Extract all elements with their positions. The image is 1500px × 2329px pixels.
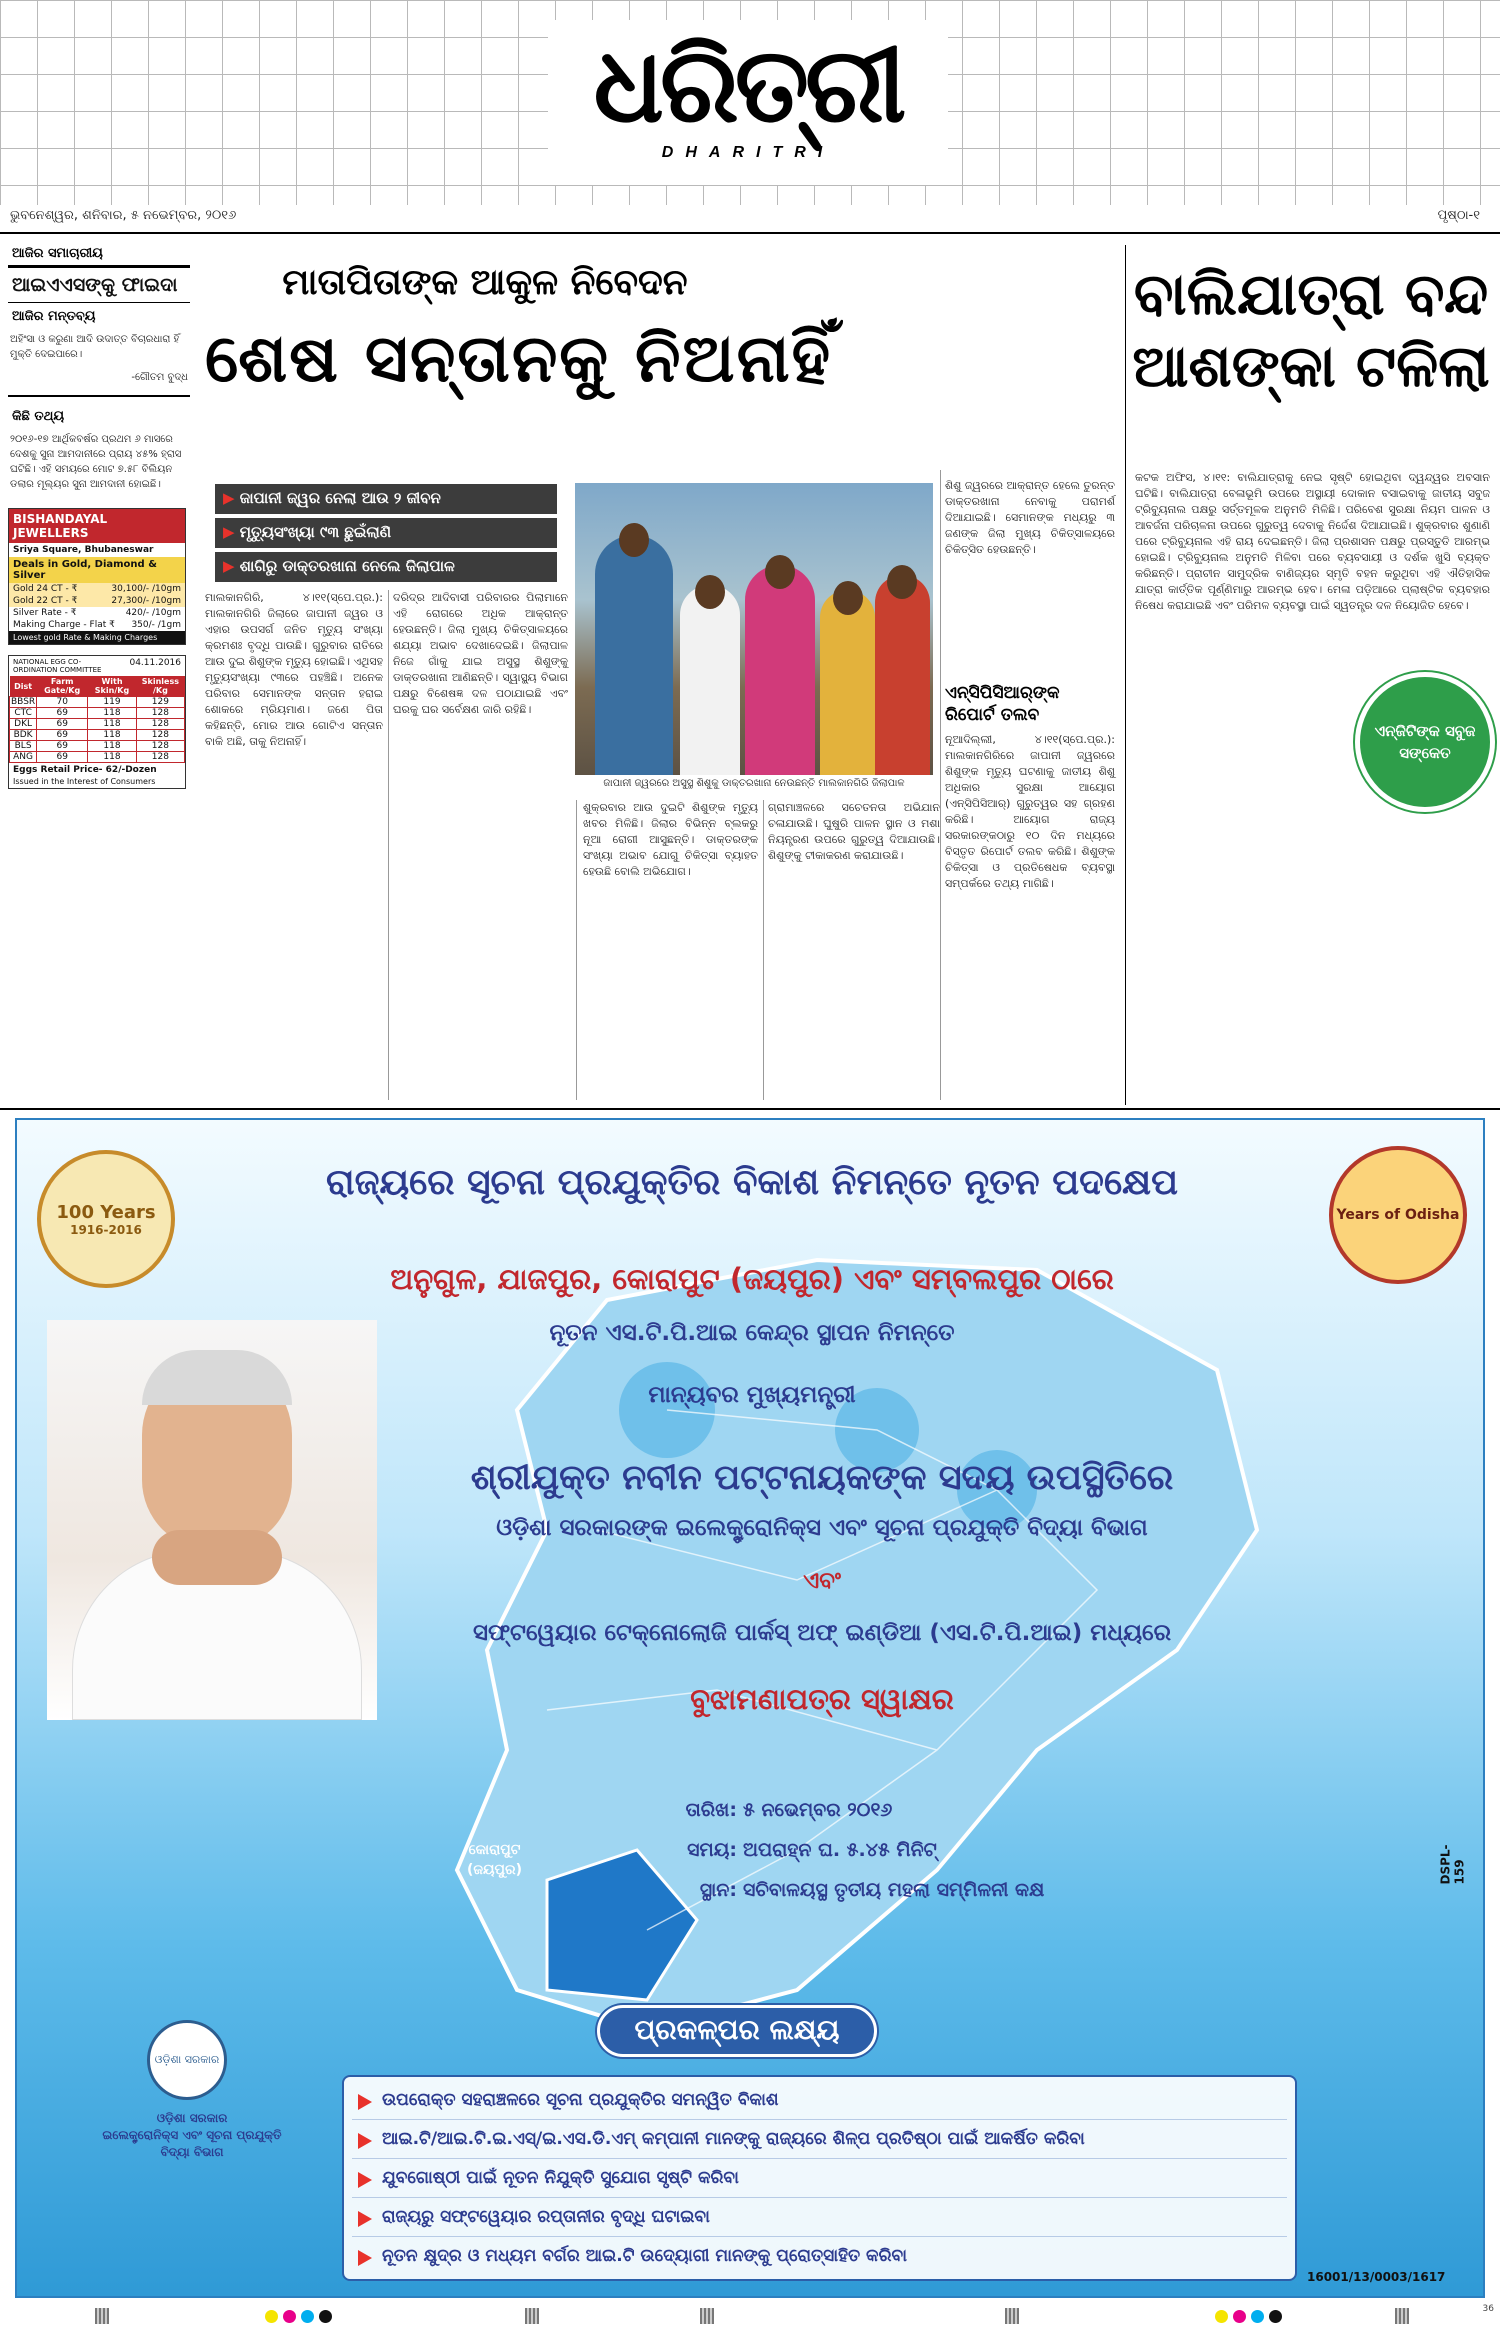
egg-table-row bbox=[10, 697, 185, 708]
objective-item: ଆଇ.ଟି/ଆଇ.ଟି.ଇ.ଏସ୍/ଇ.ଏସ.ଡି.ଏମ୍ କମ୍ପାନୀ ମାନଙ୍କୁ ରାଜ୍ୟରେ ଶିଳ୍ପ ପ୍ରତିଷ୍ଠା ପାଇଁ ଆକର୍ଷିତ କରିବା bbox=[352, 2120, 1287, 2159]
story-column: ଦରିଦ୍ର ଆଦିବାସୀ ପରିବାରର ପିଲାମାନେ ଏହି ରୋଗରେ ଅଧିକ ଆକ୍ରାନ୍ତ ହେଉଛନ୍ତି। ଜିଲା ମୁଖ୍ୟ ଚିକିତ୍ସାଳୟରେ ଶଯ୍ୟା ଅଭାବ ଦେଖାଦେଇଛି। ଜିଲାପାଳ ନିଜେ ଗାଁକୁ ଯାଇ ଅସୁସ୍ଥ ଶିଶୁଙ୍କୁ ଡାକ୍ତରଖାନା ଆଣିଛନ୍ତି। ସ୍ୱାସ୍ଥ୍ୟ ବିଭାଗ ପକ୍ଷରୁ ବିଶେଷଜ୍ଞ ଦଳ ପଠାଯାଇଛି ଏବଂ ଘରକୁ ଘର ସର୍ବେକ୍ଷଣ ଜାରି ରହିଛି। bbox=[393, 591, 568, 716]
egg-table-cell: 118 bbox=[88, 741, 137, 752]
event-details bbox=[617, 1790, 1177, 1910]
ad-code: 16001/13/0003/1617 bbox=[1307, 2270, 1446, 2284]
objectives-list bbox=[342, 2075, 1297, 2281]
highlight-bullet: ▶ ଜାପାନୀ ଜ୍ୱର ନେଲା ଆଉ ୨ ଜୀବନ bbox=[215, 484, 557, 514]
registration-bar bbox=[525, 2308, 539, 2324]
egg-table-cell: 128 bbox=[136, 730, 184, 741]
egg-table bbox=[9, 676, 185, 763]
egg-table-cell: BLS bbox=[10, 741, 37, 752]
egg-table-row bbox=[10, 741, 185, 752]
masthead-divider bbox=[0, 232, 1500, 234]
jeweller-address: Sriya Square, Bhubaneswar bbox=[13, 545, 154, 555]
facts-text: ୨୦୧୬-୧୭ ଆର୍ଥିକବର୍ଷର ପ୍ରଥମ ୬ ମାସରେ ଦେଶକୁ ସୁନା ଆମଦାନୀରେ ପ୍ରାୟ ୪୫% ହ୍ରାସ ଘଟିଛି। ଏହି ସମୟରେ ମୋଟ ୭.୫୮ ବିଲିୟନ ଡଲାର ମୂଲ୍ୟର ସୁନା ଆମଦାନୀ ହୋଇଛି। bbox=[10, 434, 182, 490]
egg-note: Issued in the Interest of Consumers bbox=[13, 777, 156, 786]
dateline: ଭୁବନେଶ୍ୱର, ଶନିବାର, ୫ ନଭେମ୍ବର, ୨୦୧୬ bbox=[10, 208, 237, 223]
story-column: ନୂଆଦିଲ୍ଲୀ, ୪।୧୧(ସ୍ପେ.ପ୍ର.): ମାଲକାନଗିରିରେ ଜାପାନୀ ଜ୍ୱରରେ ଶିଶୁଙ୍କ ମୃତ୍ୟୁ ଘଟଣାକୁ ଜାତୀୟ ଶିଶୁ ଅଧିକାର ସୁରକ୍ଷା ଆୟୋଗ (ଏନ୍‌ସିପିସିଆର୍) ଗୁରୁତ୍ୱର ସହ ଗ୍ରହଣ କରିଛି। ଆୟୋଗ ରାଜ୍ୟ ସରକାରଙ୍କଠାରୁ ୧୦ ଦିନ ମଧ୍ୟରେ ବିସ୍ତୃତ ରିପୋର୍ଟ ତଲବ କରିଛି। ଶିଶୁଙ୍କ ଚିକିତ୍ସା ଓ ପ୍ରତିଷେଧକ ବ୍ୟବସ୍ଥା ସମ୍ପର୍କରେ ତଥ୍ୟ ମାଗିଛି। bbox=[945, 733, 1115, 890]
rate-row bbox=[9, 607, 185, 619]
egg-table-cell: 69 bbox=[37, 708, 88, 719]
egg-table-cell: 69 bbox=[37, 719, 88, 730]
egg-table-cell: 69 bbox=[37, 741, 88, 752]
left-sidebar bbox=[8, 240, 190, 1105]
egg-date: 04.11.2016 bbox=[129, 658, 181, 668]
date-label: ତାରିଖ: bbox=[685, 1799, 737, 1821]
egg-table-cell: 118 bbox=[88, 752, 137, 763]
newspaper-logo bbox=[548, 20, 948, 185]
column-rule bbox=[388, 590, 389, 1100]
story-column: କଟକ ଅଫିସ, ୪।୧୧: ବାଲିଯାତ୍ରାକୁ ନେଇ ସୃଷ୍ଟି ହୋଇଥିବା ଦ୍ୱନ୍ଦ୍ୱର ଅବସାନ ଘଟିଛି। ବାଲିଯାତ୍ରା ବେଳାଭୂମି ଉପରେ ଅସ୍ଥାୟୀ ଦୋକାନ ବସାଇବାକୁ ଜାତୀୟ ସବୁଜ ଟ୍ରିବ୍ୟୁନାଲ ପକ୍ଷରୁ ସର୍ତ୍ତମୂଳକ ଅନୁମତି ମିଳିଛି। ପରିବେଶ ସୁରକ୍ଷା ନିୟମ ପାଳନ ଓ ଆବର୍ଜନା ପରିଚାଳନା ଉପରେ ଗୁରୁତ୍ୱ ଦେବାକୁ ନିର୍ଦ୍ଦେଶ ଦିଆଯାଇଛି। ଶୁକ୍ରବାର ଶୁଣାଣି ପରେ ଟ୍ରିବ୍ୟୁନାଲ ଏହି ରାୟ ଦେଇଛନ୍ତି। ଜିଲା ପ୍ରଶାସନ ପକ୍ଷରୁ ପ୍ରସ୍ତୁତି ଆରମ୍ଭ ହୋଇଛି। ଟ୍ରିବ୍ୟୁନାଲ ଅନୁମତି ମିଳିବା ପରେ ବ୍ୟବସାୟୀ ଓ ଦର୍ଶକ ଖୁସି ବ୍ୟକ୍ତ କରିଛନ୍ତି। ପ୍ରାଚୀନ ସାମୁଦ୍ରିକ ବାଣିଜ୍ୟର ସ୍ମୃତି ବହନ କରୁଥିବା ଏହି ଐତିହାସିକ ଯାତ୍ରା କାର୍ତ୍ତିକ ପୂର୍ଣ୍ଣିମାରୁ ଆରମ୍ଭ ହେବ। ମେଳା ପଡ଼ିଆରେ ପ୍ଲାଷ୍ଟିକ ବ୍ୟବହାର ନିଷେଧ କରାଯାଇଛି ଏବଂ ପରିମଳ ବ୍ୟବସ୍ଥା ପାଇଁ ସ୍ୱତନ୍ତ୍ର ଦଳ ନିୟୋଜିତ ହେବେ। bbox=[1135, 471, 1490, 612]
egg-org: NATIONAL EGG CO-ORDINATION COMMITTEE bbox=[13, 658, 102, 674]
story-column: ମାଲକାନଗିରି, ୪।୧୧(ସ୍ପେ.ପ୍ର.): ମାଲକାନଗିରି ଜିଲାରେ ଜାପାନୀ ଜ୍ୱର ଓ ଏହାର ଉପସର୍ଗ ଜନିତ ମୃତ୍ୟୁ ସଂଖ୍ୟା କ୍ରମଶଃ ବୃଦ୍ଧି ପାଉଛି। ଗୁରୁବାର ରାତିରେ ଆଉ ଦୁଇ ଶିଶୁଙ୍କ ମୃତ୍ୟୁ ହୋଇଛି। ଏଥିସହ ମୃତ୍ୟୁସଂଖ୍ୟା ୯୩ରେ ପହଞ୍ଚିଛି। ଅନେକ ପରିବାର ସେମାନଙ୍କ ସନ୍ତାନ ହରାଇ ଶୋକରେ ମ୍ରିୟମାଣ। ଜଣେ ପିତା କହିଛନ୍ତି, ମୋର ଆଉ ଗୋଟିଏ ସନ୍ତାନ ବାକି ଅଛି, ତାକୁ ନିଅନାହିଁ। bbox=[205, 591, 383, 748]
egg-retail: Eggs Retail Price- 62/-Dozen bbox=[13, 765, 157, 775]
jeweller-footer: Lowest gold Rate & Making Charges bbox=[9, 631, 185, 644]
subheadline: ଏନ୍‌ସିପିସିଆର୍‌ଙ୍କ ରିପୋର୍ଟ ତଲବ bbox=[945, 683, 1060, 725]
date-value: ୫ ନଭେମ୍ବର ୨୦୧୬ bbox=[743, 1799, 893, 1821]
rate-label: Making Charge - Flat ₹ bbox=[13, 620, 115, 630]
egg-table-cell: 119 bbox=[88, 697, 137, 708]
rate-label: Silver Rate - ₹ bbox=[13, 608, 77, 618]
quote-author: -ଗୌତମ ବୁଦ୍ଧ bbox=[131, 372, 188, 383]
photo-person bbox=[875, 575, 930, 775]
emblem-text: Years of Odisha bbox=[1336, 1207, 1460, 1223]
photo-hands bbox=[152, 1530, 282, 1585]
egg-table-cell: 118 bbox=[88, 730, 137, 741]
egg-table-cell: 128 bbox=[136, 719, 184, 730]
egg-table-cell: CTC bbox=[10, 708, 37, 719]
egg-column-header: Farm Gate/Kg bbox=[37, 676, 88, 697]
egg-table-cell: BBSR bbox=[11, 697, 36, 707]
column-rule bbox=[576, 800, 577, 1100]
egg-price-box bbox=[8, 655, 186, 789]
rate-label: Gold 22 CT - ₹ bbox=[13, 596, 78, 606]
egg-table-cell: 70 bbox=[37, 697, 88, 708]
registration-dot bbox=[265, 2310, 278, 2323]
egg-table-body bbox=[10, 697, 185, 763]
event-time bbox=[617, 1830, 1177, 1870]
jeweller-name: BISHANDAYAL JEWELLERS bbox=[9, 509, 185, 543]
rate-row bbox=[9, 619, 185, 631]
registration-dot bbox=[1215, 2310, 1228, 2323]
event-date bbox=[617, 1790, 1177, 1830]
egg-table-cell: DKL bbox=[10, 719, 37, 730]
right-headline: ବାଲିଯାତ୍ରା ବନ୍ଦ ଆଶଙ୍କା ଟଳିଲା bbox=[1132, 260, 1490, 400]
column-rule bbox=[763, 800, 764, 1100]
logo-text: ଧରିତ୍ରୀ bbox=[593, 23, 903, 146]
department-name: ଇଲେକ୍ଟ୍ରୋନିକ୍ସ ଏବଂ ସୂଚନା ପ୍ରଯୁକ୍ତି ବିଦ୍ୟା ବିଭାଗ bbox=[102, 2128, 282, 2159]
egg-table-row bbox=[10, 719, 185, 730]
ad-line: ମାନ୍ୟବର ମୁଖ୍ୟମନ୍ତ୍ରୀ bbox=[648, 1382, 856, 1408]
story-column: ଗ୍ରାମାଞ୍ଚଳରେ ସଚେତନତା ଅଭିଯାନ ଚଳାଯାଉଛି। ଘୁଷୁରି ପାଳନ ସ୍ଥାନ ଓ ମଶା ନିୟନ୍ତ୍ରଣ ଉପରେ ଗୁରୁତ୍ୱ ଦିଆଯାଉଛି। ଶିଶୁଙ୍କୁ ଟୀକାକରଣ କରାଯାଉଛି। bbox=[768, 801, 940, 862]
egg-table-cell: 69 bbox=[37, 752, 88, 763]
egg-table-header bbox=[10, 676, 185, 697]
logo-latin: DHARITRI bbox=[661, 144, 835, 161]
jeweller-deals: Deals in Gold, Diamond & Silver bbox=[9, 557, 185, 583]
ad-title: ରାଜ୍ୟରେ ସୂଚନା ପ୍ରଯୁକ୍ତିର ବିକାଶ ନିମନ୍ତେ ନୂତନ ପଦକ୍ଷେପ bbox=[325, 1162, 1178, 1203]
time-label: ସମୟ: bbox=[687, 1839, 737, 1861]
photo-head bbox=[695, 575, 725, 609]
rate-row bbox=[9, 583, 185, 595]
main-kicker: ମାତାପିତାଙ୍କ ଆକୁଳ ନିବେଦନ bbox=[282, 262, 688, 303]
registration-dot bbox=[301, 2310, 314, 2323]
news-photo bbox=[575, 483, 933, 775]
print-registration-marks bbox=[0, 2300, 1500, 2329]
government-advertisement bbox=[15, 1118, 1485, 2298]
highlight-bullet: ▶ ମୃତ୍ୟୁସଂଖ୍ୟା ୯୩ ଛୁଇଁଲାଣି bbox=[215, 518, 557, 548]
section-divider bbox=[0, 1108, 1500, 1110]
egg-table-cell: ANG bbox=[10, 752, 37, 763]
photo-head bbox=[765, 555, 795, 589]
egg-table-cell: 118 bbox=[88, 719, 137, 730]
column-rule bbox=[1125, 245, 1126, 1105]
registration-bar bbox=[700, 2308, 714, 2324]
rate-row bbox=[9, 595, 185, 607]
koraput-label: କୋରାପୁଟ (ଜୟପୁର) bbox=[466, 1842, 523, 1878]
photo-person bbox=[595, 535, 673, 775]
egg-table-cell: 69 bbox=[37, 730, 88, 741]
registration-dot bbox=[1233, 2310, 1246, 2323]
objective-item: ଉପରୋକ୍ତ ସହରାଞ୍ଚଳରେ ସୂଚନା ପ୍ରଯୁକ୍ତିର ସମନ୍ୱିତ ବିକାଶ bbox=[352, 2081, 1287, 2120]
objective-item: ନୂତନ କ୍ଷୁଦ୍ର ଓ ମଧ୍ୟମ ବର୍ଗର ଆଇ.ଟି ଉଦ୍ୟୋଗୀ ମାନଙ୍କୁ ପ୍ରୋତ୍ସାହିତ କରିବା bbox=[352, 2237, 1287, 2275]
footer-page-number: 36 bbox=[1482, 2304, 1494, 2314]
rate-value: 27,300/- /10gm bbox=[111, 596, 181, 606]
govt-department-label bbox=[92, 2110, 292, 2161]
registration-bar bbox=[95, 2308, 109, 2324]
quote-text: ଅହିଂସା ଓ କରୁଣା ଆଦି ଉଦାତ୍ତ ବିଚାରଧାରା ହିଁ ମୁକ୍ତି ଦେଇପାରେ। bbox=[10, 334, 180, 360]
rate-value: 30,100/- /10gm bbox=[111, 584, 181, 594]
ad-line: ସଫ୍ଟୱେୟାର ଟେକ୍ନୋଲୋଜି ପାର୍କସ୍ ଅଫ୍ ଇଣ୍ଡିଆ (ଏସ.ଟି.ପି.ଆଇ) ମଧ୍ୟରେ bbox=[472, 1620, 1172, 1646]
registration-bar bbox=[1005, 2308, 1019, 2324]
egg-column-header: Dist bbox=[10, 676, 37, 697]
registration-dot bbox=[1269, 2310, 1282, 2323]
egg-table-cell: 128 bbox=[136, 708, 184, 719]
odisha-govt-emblem bbox=[147, 2020, 227, 2100]
ad-mou: ବୁଝାମଣାପତ୍ର ସ୍ୱାକ୍ଷର bbox=[690, 1682, 954, 1716]
place-value: ସଚିବାଳୟସ୍ଥ ତୃତୀୟ ମହଲା ସମ୍ମିଳନୀ କକ୍ଷ bbox=[743, 1879, 1045, 1901]
photo-person bbox=[820, 590, 875, 775]
main-headline: ଶେଷ ସନ୍ତାନକୁ ନିଅନାହିଁ bbox=[205, 320, 833, 397]
photo-hair bbox=[142, 1350, 292, 1405]
samachariya-headline: ଆଇଏଏସଙ୍କୁ ଫାଇଦା bbox=[8, 265, 190, 303]
rate-label: Gold 24 CT - ₹ bbox=[13, 584, 78, 594]
egg-column-header: Skinless /Kg bbox=[136, 676, 184, 697]
comment-kicker: ଆଜିର ମନ୍ତବ୍ୟ bbox=[12, 309, 96, 324]
egg-table-cell: 129 bbox=[136, 697, 184, 708]
page-number-label: ପୃଷ୍ଠା-୧ bbox=[1437, 208, 1480, 223]
rate-value: 420/- /10gm bbox=[125, 608, 181, 618]
photo-person bbox=[745, 565, 815, 775]
egg-header bbox=[9, 656, 185, 676]
ad-locations: ଅନୁଗୁଳ, ଯାଜପୁର, କୋରାପୁଟ (ଜୟପୁର) ଏବଂ ସମ୍ବଲପୁର ଠାରେ bbox=[390, 1262, 1114, 1296]
registration-bar bbox=[1395, 2308, 1409, 2324]
objective-item: ରାଜ୍ୟରୁ ସଫ୍ଟୱେୟାର ରପ୍ତାନୀର ବୃଦ୍ଧି ଘଟାଇବା bbox=[352, 2198, 1287, 2237]
ad-line: ଓଡ଼ିଶା ସରକାରଙ୍କ ଇଲେକ୍ଟ୍ରୋନିକ୍ସ ଏବଂ ସୂଚନା ପ୍ରଯୁକ୍ତି ବିଦ୍ୟା ବିଭାଗ bbox=[496, 1515, 1148, 1541]
photo-person bbox=[680, 585, 740, 775]
chief-minister-photo bbox=[47, 1320, 377, 1720]
place-label: ସ୍ଥାନ: bbox=[699, 1879, 737, 1901]
emblem-years: 1916-2016 bbox=[70, 1222, 142, 1237]
govt-name: ଓଡ଼ିଶା ସରକାର bbox=[156, 2111, 228, 2125]
objective-item: ଯୁବଗୋଷ୍ଠୀ ପାଇଁ ନୂତନ ନିଯୁକ୍ତି ସୁଯୋଗ ସୃଷ୍ଟି କରିବା bbox=[352, 2159, 1287, 2198]
samachariya-kicker: ଆଜିର ସମାଚାରୀୟ bbox=[12, 246, 103, 261]
emblem-text: ଓଡ଼ିଶା ସରକାର bbox=[154, 2053, 220, 2066]
photo-caption: ଜାପାନୀ ଜ୍ୱରରେ ଅସୁସ୍ଥ ଶିଶୁକୁ ଡାକ୍ତରଖାନା ନେଉଛନ୍ତି ମାଲକାନଗିରି ଜିଲାପାଳ bbox=[603, 778, 905, 789]
registration-dot bbox=[283, 2310, 296, 2323]
rate-value: 350/- /1gm bbox=[131, 620, 181, 630]
time-value: ଅପରାହ୍ନ ଘ. ୫.୪୫ ମିନିଟ୍ bbox=[743, 1839, 937, 1861]
highlight-bullet: ▶ ଶାଗିରୁ ଡାକ୍ତରଖାନା ନେଲେ ଜିଲାପାଳ bbox=[215, 552, 557, 582]
egg-column-header: With Skin/Kg bbox=[88, 676, 137, 697]
ngt-badge: ଏନ୍‌ଜିଟିଙ୍କ ସବୁଜ ସଙ୍କେତ bbox=[1355, 672, 1495, 812]
egg-table-cell: 128 bbox=[136, 752, 184, 763]
registration-dot bbox=[319, 2310, 332, 2323]
story-column: ଶୁକ୍ରବାର ଆଉ ଦୁଇଟି ଶିଶୁଙ୍କ ମୃତ୍ୟୁ ଖବର ମିଳିଛି। ଜିଲାର ବିଭିନ୍ନ ବ୍ଲକରୁ ନୂଆ ରୋଗୀ ଆସୁଛନ୍ତି। ଡାକ୍ତରଙ୍କ ସଂଖ୍ୟା ଅଭାବ ଯୋଗୁ ଚିକିତ୍ସା ବ୍ୟାହତ ହେଉଛି ବୋଲି ଅଭିଯୋଗ। bbox=[583, 801, 758, 878]
egg-table-row bbox=[10, 730, 185, 741]
egg-table-cell: BDK bbox=[10, 730, 37, 741]
emblem-text: 100 Years bbox=[56, 1201, 156, 1223]
column-rule bbox=[940, 470, 941, 1100]
photo-head bbox=[833, 581, 863, 615]
egg-table-row bbox=[10, 708, 185, 719]
ad-line: ନୂତନ ଏସ.ଟି.ପି.ଆଇ କେନ୍ଦ୍ର ସ୍ଥାପନ ନିମନ୍ତେ bbox=[549, 1320, 955, 1346]
ad-line: ଏବଂ bbox=[803, 1568, 841, 1594]
divider bbox=[8, 395, 190, 397]
facts-kicker: କିଛି ତଥ୍ୟ bbox=[12, 409, 65, 424]
objectives-title: ପ୍ରକଳ୍ପର ଲକ୍ଷ୍ୟ bbox=[597, 2005, 877, 2057]
photo-head bbox=[887, 565, 917, 599]
egg-table-row bbox=[10, 752, 185, 763]
jeweller-ad bbox=[8, 508, 186, 645]
masthead bbox=[0, 0, 1500, 205]
story-column: ଶିଶୁ ଜ୍ୱରରେ ଆକ୍ରାନ୍ତ ହେଲେ ତୁରନ୍ତ ଡାକ୍ତରଖାନା ନେବାକୁ ପରାମର୍ଶ ଦିଆଯାଇଛି। ସେମାନଙ୍କ ମଧ୍ୟରୁ ୩ ଜଣଙ୍କ ଜିଲା ମୁଖ୍ୟ ଚିକିତ୍ସାଳୟରେ ଚିକିତ୍ସିତ ହେଉଛନ୍ତି। bbox=[945, 479, 1115, 556]
ad-cm-name: ଶ୍ରୀଯୁକ୍ତ ନବୀନ ପଟ୍ଟନାୟକଙ୍କ ସଦୟ ଉପସ୍ଥିତିରେ bbox=[470, 1458, 1174, 1498]
egg-table-cell: 128 bbox=[136, 741, 184, 752]
dspl-code: DSPL-159 bbox=[1438, 1844, 1467, 1885]
egg-table-cell: 118 bbox=[88, 708, 137, 719]
photo-head bbox=[619, 523, 649, 557]
registration-dot bbox=[1251, 2310, 1264, 2323]
event-place bbox=[617, 1870, 1177, 1910]
